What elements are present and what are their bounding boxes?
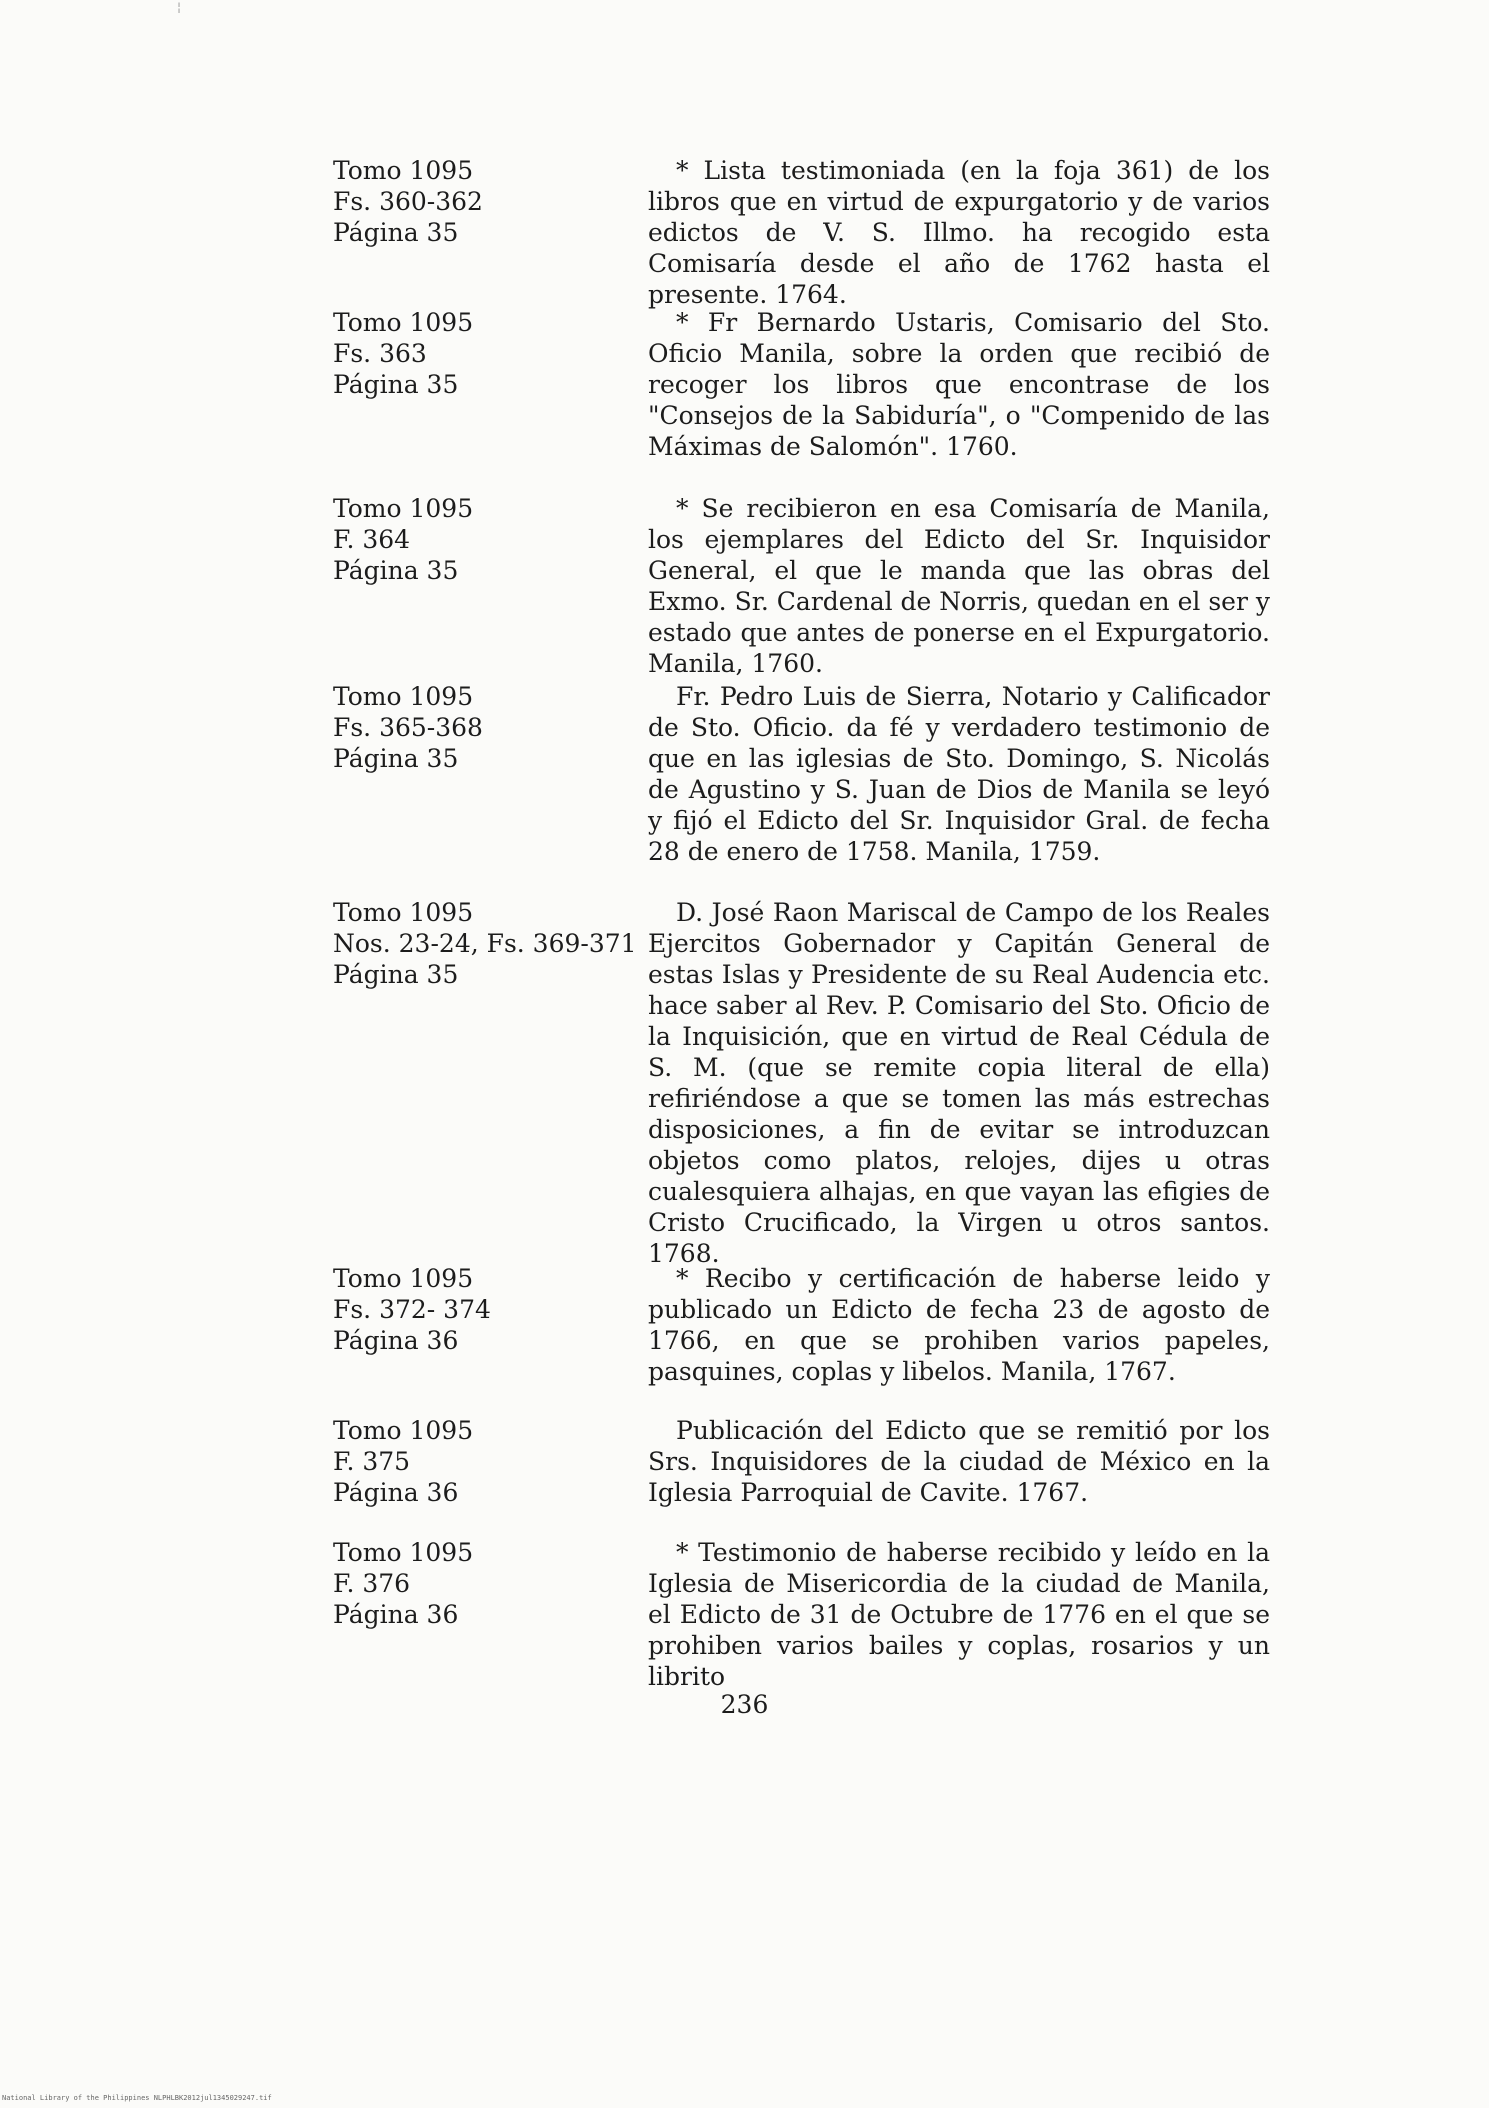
ref-folios: Fs. 363 — [333, 339, 427, 368]
entry-description: * Recibo y certificación de haberse leido y publicado un Edicto de fecha 23 de agosto de 1766, en que se prohiben varios papeles, pasquines, coplas y libelos. Manila, 1767. — [648, 1264, 1270, 1386]
ref-page: Página 35 — [333, 556, 459, 585]
entry-reference — [333, 155, 633, 248]
ref-volume: Tomo 1095 — [333, 1264, 474, 1293]
ref-folios: Nos. 23-24, Fs. 369-371 — [333, 929, 637, 958]
ref-folios: F. 375 — [333, 1447, 411, 1476]
scan-mark: ¦ — [177, 0, 182, 14]
ref-folios: F. 376 — [333, 1569, 411, 1598]
entry-reference — [333, 681, 633, 774]
ref-folios: Fs. 372- 374 — [333, 1295, 491, 1324]
ref-volume: Tomo 1095 — [333, 308, 474, 337]
entry-reference — [333, 1537, 633, 1630]
ref-page: Página 36 — [333, 1600, 459, 1629]
entry-description: * Fr Bernardo Ustaris, Comisario del Sto. Oficio Manila, sobre la orden que recibió de recoger los libros que encontrase de los "Consejos de la Sabiduría", o "Compenido de las Máximas de Salomón". 1760. — [648, 308, 1270, 461]
ref-folios: F. 364 — [333, 525, 411, 554]
entry-description: Publicación del Edicto que se remitió por los Srs. Inquisidores de la ciudad de México en la Iglesia Parroquial de Cavite. 1767. — [648, 1416, 1270, 1507]
ref-volume: Tomo 1095 — [333, 898, 474, 927]
ref-volume: Tomo 1095 — [333, 156, 474, 185]
entry-reference — [333, 897, 637, 990]
entry-reference — [333, 493, 633, 586]
entry-description: * Lista testimoniada (en la foja 361) de los libros que en virtud de expurgatorio y de varios edictos de V. S. Illmo. ha recogido esta Comisaría desde el año de 1762 hasta el presente. 1764. — [648, 156, 1270, 309]
ref-page: Página 35 — [333, 370, 459, 399]
ref-page: Página 36 — [333, 1478, 459, 1507]
entry-description: D. José Raon Mariscal de Campo de los Reales Ejercitos Gobernador y Capitán General de estas Islas y Presidente de su Real Audencia etc. hace saber al Rev. P. Comisario del Sto. Oficio de la Inquisición, que en virtud de Real Cédula de S. M. (que se remite copia literal de ella) refiriéndose a que se tomen las más estrechas disposiciones, a fin de evitar se introduzcan objetos como platos, relojes, dijes u otras cualesquiera alhajas, en que vayan las efigies de Cristo Crucificado, la Virgen u otros santos. 1768. — [648, 898, 1270, 1268]
ref-page: Página 35 — [333, 744, 459, 773]
ref-page: Página 35 — [333, 960, 459, 989]
entry-description: Fr. Pedro Luis de Sierra, Notario y Calificador de Sto. Oficio. da fé y verdadero testimonio de que en las iglesias de Sto. Domingo, S. Nicolás de Agustino y S. Juan de Dios de Manila se leyó y fijó el Edicto del Sr. Inquisidor Gral. de fecha 28 de enero de 1758. Manila, 1759. — [648, 682, 1270, 866]
entry-reference — [333, 1263, 633, 1356]
ref-volume: Tomo 1095 — [333, 1416, 474, 1445]
entry-reference — [333, 307, 633, 400]
entry-reference — [333, 1415, 633, 1508]
ref-folios: Fs. 365-368 — [333, 713, 483, 742]
ref-volume: Tomo 1095 — [333, 682, 474, 711]
ref-volume: Tomo 1095 — [333, 1538, 474, 1567]
page-number: 236 — [720, 1690, 769, 1719]
entry-description: * Testimonio de haberse recibido y leído en la Iglesia de Misericordia de la ciudad de Manila, el Edicto de 31 de Octubre de 1776 en el que se prohiben varios bailes y coplas, rosarios y un librito — [648, 1538, 1270, 1691]
ref-folios: Fs. 360-362 — [333, 187, 483, 216]
ref-volume: Tomo 1095 — [333, 494, 474, 523]
ref-page: Página 36 — [333, 1326, 459, 1355]
entry-description: * Se recibieron en esa Comisaría de Manila, los ejemplares del Edicto del Sr. Inquisidor General, el que le manda que las obras del Exmo. Sr. Cardenal de Norris, quedan en el ser y estado que antes de ponerse en el Expurgatorio. Manila, 1760. — [648, 494, 1270, 678]
scan-footer: National Library of the Philippines NLPHLBK2012jul1345029247.tif — [2, 2094, 272, 2102]
ref-page: Página 35 — [333, 218, 459, 247]
